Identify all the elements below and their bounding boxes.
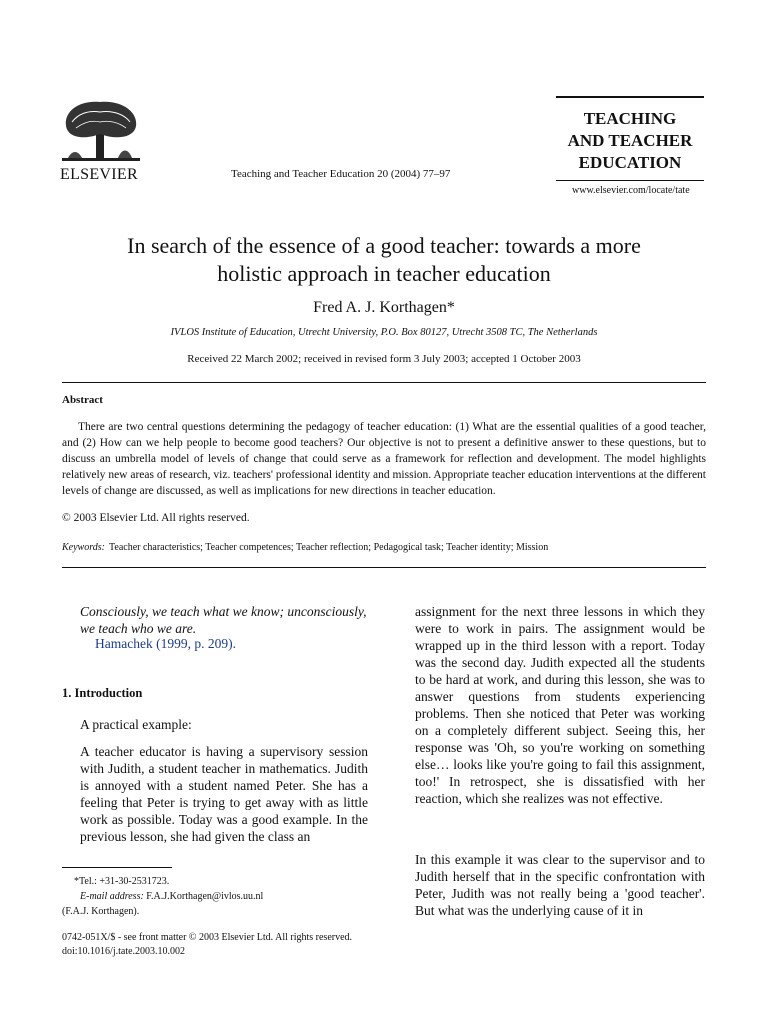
email-label: E-mail address: [80,891,144,902]
epigraph-quote: Consciously, we teach what we know; unconsciously, we teach who we are. [80,604,367,636]
abstract-top-rule [62,382,706,383]
journal-title-block [556,96,704,174]
keywords-line [62,542,706,553]
author-name: Fred A. J. Korthagen* [313,299,455,316]
body-paragraph-right-2: In this example it was clear to the supervisor and to Judith herself that in the specific confrontation with Peter, Judith was not really being a 'good teacher'. But what was the underlying cause of it in [415,852,705,918]
epigraph-citation-link[interactable]: Hamachek (1999, p. 209). [95,636,236,651]
footnote-telephone: *Tel.: +31-30-2531723. [74,876,170,887]
journal-divider [556,180,704,181]
body-paragraph-left: A teacher educator is having a supervisory session with Judith, a student teacher in mathematics. Judith is annoyed with a student named Peter. She has a feeling that Peter is trying to get away with as little work as possible. Today was a good example. In the previous lesson, she had given the class an [80,744,368,844]
title-line: holistic approach in teacher education [217,261,551,286]
author-affiliation: IVLOS Institute of Education, Utrecht University, P.O. Box 80127, Utrecht 3508 TC, The Netherlands [170,327,598,338]
keywords-list: Teacher characteristics; Teacher competences; Teacher reflection; Pedagogical task; Teacher identity; Mission [108,542,549,553]
abstract-copyright: © 2003 Elsevier Ltd. All rights reserved. [62,512,250,524]
email-address-link[interactable]: F.A.J.Korthagen@ivlos.uu.nl [146,891,264,902]
abstract-body [62,419,706,499]
title-line: In search of the essence of a good teacher: towards a more [127,233,641,258]
abstract-bottom-rule [62,567,706,568]
example-label: A practical example: [80,717,192,732]
abstract-heading: Abstract [62,394,103,406]
publisher-name: ELSEVIER [60,166,138,183]
footnote-email [80,891,263,902]
keywords-label: Keywords: [62,542,105,553]
doi-line[interactable]: doi:10.1016/j.tate.2003.10.002 [62,946,186,957]
abstract-text: There are two central questions determining the pedagogy of teacher education: (1) What are the essential qualities of a good teacher, and (2) How can we help people to become good teachers? Our objective is not to present a definitive answer to these questions, but to discuss an umbrella model of levels of change that could serve as a framework for reflection and development. The model highlights relatively new areas of research, viz. teachers' professional identity and mission. Appropriate teacher education interventions at the different levels of change are discussed, as well as implications for new directions in teacher education. [62,421,706,497]
journal-url[interactable]: www.elsevier.com/locate/tate [572,185,690,196]
tree-icon [58,94,144,168]
journal-title-line: EDUCATION [578,153,682,172]
journal-title-line: TEACHING [583,109,677,128]
footnote-name: (F.A.J. Korthagen). [62,906,140,917]
received-dates: Received 22 March 2002; received in revised form 3 July 2003; accepted 1 October 2003 [187,353,581,365]
front-matter-line: 0742-051X/$ - see front matter © 2003 Elsevier Ltd. All rights reserved. [62,932,353,943]
footnote-rule [62,867,172,868]
journal-citation: Teaching and Teacher Education 20 (2004) 77–97 [231,168,451,180]
section-heading: 1. Introduction [62,686,143,700]
journal-title-line: AND TEACHER [567,131,693,150]
article-title [62,232,706,288]
body-paragraph-right: assignment for the next three lessons in which they were to work in pairs. The assignment would be wrapped up in the third lesson with a report. Today was the second day. Judith expected all the students to be hard at work, and during this lesson, she was to answer questions from students experiencing problems. Then she noticed that Peter was working on a completely different subject. Seeing this, her response was 'Oh, so you're working on something else… looks like you're going to fail this assignment, too!' In retrospect, she is dissatisfied with her reaction, which she realizes was not effective. [415,604,705,806]
